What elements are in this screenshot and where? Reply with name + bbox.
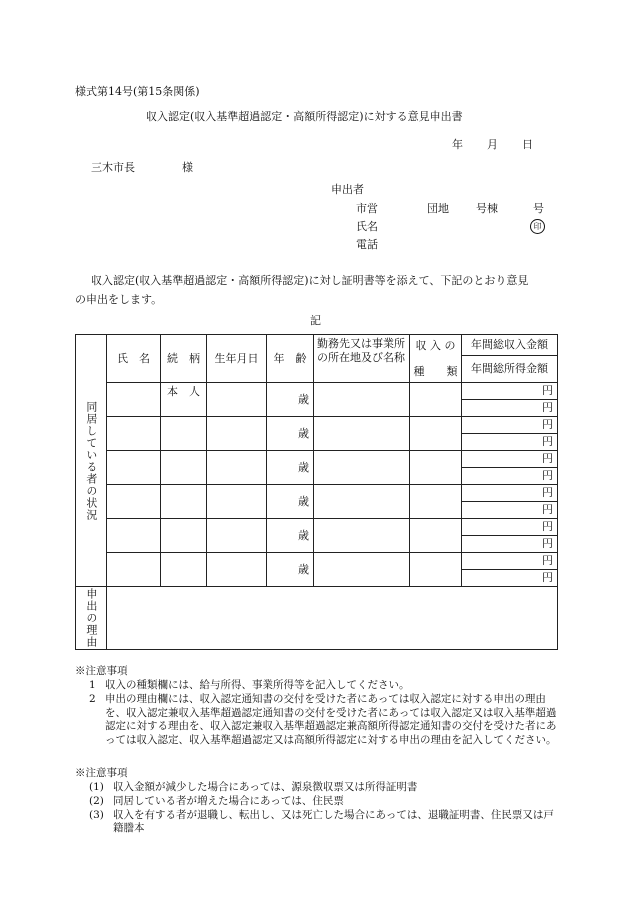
- member-age-unit: 歳: [267, 519, 314, 553]
- member-income-type-cell[interactable]: [410, 519, 462, 553]
- earnings-yen: 円: [462, 400, 558, 417]
- header-birth: 生年月日: [207, 335, 267, 383]
- note-text: 収入の種類欄には、給与所得、事業所得等を記入してください。: [105, 678, 410, 691]
- member-relation-cell[interactable]: [161, 485, 207, 519]
- note-item: [75, 795, 557, 809]
- member-relation-cell[interactable]: [161, 553, 207, 587]
- ki-mark: 記: [310, 314, 321, 327]
- notes-heading-2: ※注意事項: [75, 767, 128, 779]
- date-day: 日: [522, 138, 533, 151]
- member-name-cell[interactable]: [107, 485, 161, 519]
- member-birth-cell[interactable]: [207, 417, 267, 451]
- member-name-cell[interactable]: [107, 553, 161, 587]
- earnings-yen: 円: [462, 536, 558, 553]
- notes-section-2: [75, 767, 557, 836]
- section-label: 同居している者の状況: [84, 400, 98, 521]
- member-birth-cell[interactable]: [207, 519, 267, 553]
- member-income-type-cell[interactable]: [410, 485, 462, 519]
- member-birth-cell[interactable]: [207, 485, 267, 519]
- member-age-unit: 歳: [267, 451, 314, 485]
- member-income-type-cell[interactable]: [410, 417, 462, 451]
- earnings-yen: 円: [462, 468, 558, 485]
- recipient-honorific: 様: [182, 161, 193, 174]
- header-relation: 続 柄: [161, 335, 207, 383]
- member-workplace-cell[interactable]: [314, 553, 410, 587]
- note-item: [75, 679, 557, 693]
- member-relation-self: 本 人: [161, 383, 207, 417]
- note-item: [75, 781, 557, 795]
- header-workplace: 勤務先又は事業所の所在地及び名称: [314, 335, 410, 383]
- member-birth-cell[interactable]: [207, 383, 267, 417]
- member-age-unit: 歳: [267, 383, 314, 417]
- member-birth-cell[interactable]: [207, 553, 267, 587]
- member-income-type-cell[interactable]: [410, 451, 462, 485]
- member-workplace-cell[interactable]: [314, 417, 410, 451]
- note-text: 同居している者が増えた場合にあっては、住民票: [113, 794, 344, 807]
- member-workplace-cell[interactable]: [314, 383, 410, 417]
- income-yen: 円: [462, 383, 558, 400]
- applicant-name-label: 氏名: [356, 220, 378, 233]
- notes-heading-1: ※注意事項: [75, 665, 128, 677]
- member-birth-cell[interactable]: [207, 451, 267, 485]
- member-workplace-cell[interactable]: [314, 485, 410, 519]
- note-number: 2: [89, 692, 96, 705]
- note-number: 1: [89, 678, 96, 691]
- member-income-type-cell[interactable]: [410, 383, 462, 417]
- note-number: (3): [89, 808, 104, 821]
- note-text: 申出の理由欄には、収入認定通知書の交付を受けた者にあっては収入認定に対する申出の理由を、収入認定兼収入基準超過認定通知書の交付を受けた者にあっては収入認定又は収入基準超過認定に対する理由を、収入認定兼収入基準超過認定兼高額所得認定通知書の交付を受けた者にあっては収入認定、収入基準超過認定又は高額所得認定に対する申出の理由を記入してください。: [105, 692, 557, 747]
- member-name-cell[interactable]: [107, 519, 161, 553]
- household-table: [75, 334, 558, 650]
- member-workplace-cell[interactable]: [314, 451, 410, 485]
- income-yen: 円: [462, 485, 558, 502]
- header-income-type: [410, 335, 462, 383]
- header-income-type-top: 収 入 の: [415, 338, 456, 352]
- housing-gou: 号: [533, 202, 544, 215]
- notes-section-1: [75, 665, 557, 748]
- member-workplace-cell[interactable]: [314, 519, 410, 553]
- applicant-label: 申出者: [331, 183, 364, 196]
- housing-gouto: 号棟: [476, 202, 498, 215]
- member-relation-cell[interactable]: [161, 417, 207, 451]
- earnings-yen: 円: [462, 434, 558, 451]
- note-number: (1): [89, 780, 104, 793]
- form-title: 収入認定(収入基準超過認定・高額所得認定)に対する意見申出書: [146, 110, 463, 123]
- member-age-unit: 歳: [267, 485, 314, 519]
- header-annual-earnings: 年間総所得金額: [462, 356, 558, 383]
- housing-danchi: 団地: [427, 202, 449, 215]
- note-item: [75, 693, 557, 748]
- header-age: 年 齢: [267, 335, 314, 383]
- reason-label-cell: [76, 587, 107, 650]
- member-name-cell[interactable]: [107, 383, 161, 417]
- member-age-unit: 歳: [267, 553, 314, 587]
- recipient-name: 三木市長: [91, 161, 135, 174]
- member-relation-cell[interactable]: [161, 519, 207, 553]
- header-income-type-bottom: 種 類: [413, 364, 458, 378]
- income-yen: 円: [462, 417, 558, 434]
- note-item: [75, 809, 557, 837]
- seal-icon: 印: [530, 219, 545, 234]
- intro-line2: の申出をします。: [75, 293, 163, 306]
- reason-input-cell[interactable]: [107, 587, 558, 650]
- note-text: 収入金額が減少した場合にあっては、源泉徴収票又は所得証明書: [113, 780, 418, 793]
- member-age-unit: 歳: [267, 417, 314, 451]
- member-income-type-cell[interactable]: [410, 553, 462, 587]
- form-number: 様式第14号(第15条関係): [75, 85, 200, 98]
- member-name-cell[interactable]: [107, 417, 161, 451]
- date-year: 年: [452, 138, 463, 151]
- income-yen: 円: [462, 553, 558, 570]
- section-label-cell: [76, 335, 107, 587]
- earnings-yen: 円: [462, 502, 558, 519]
- applicant-phone-label: 電話: [356, 238, 378, 251]
- housing-prefix: 市営: [356, 202, 378, 215]
- note-text: 収入を有する者が退職し、転出し、又は死亡した場合にあっては、退職証明書、住民票又は戸籍謄本: [113, 808, 554, 835]
- date-month: 月: [487, 138, 498, 151]
- income-yen: 円: [462, 519, 558, 536]
- header-annual-income: 年間総収入金額: [462, 335, 558, 356]
- member-relation-cell[interactable]: [161, 451, 207, 485]
- member-name-cell[interactable]: [107, 451, 161, 485]
- header-name: 氏 名: [107, 335, 161, 383]
- intro-line1: 収入認定(収入基準超過認定・高額所得認定)に対し証明書等を添えて、下記のとおり意見: [91, 274, 529, 287]
- note-number: (2): [89, 794, 104, 807]
- earnings-yen: 円: [462, 570, 558, 587]
- reason-label: 申出の理由: [84, 588, 98, 648]
- income-yen: 円: [462, 451, 558, 468]
